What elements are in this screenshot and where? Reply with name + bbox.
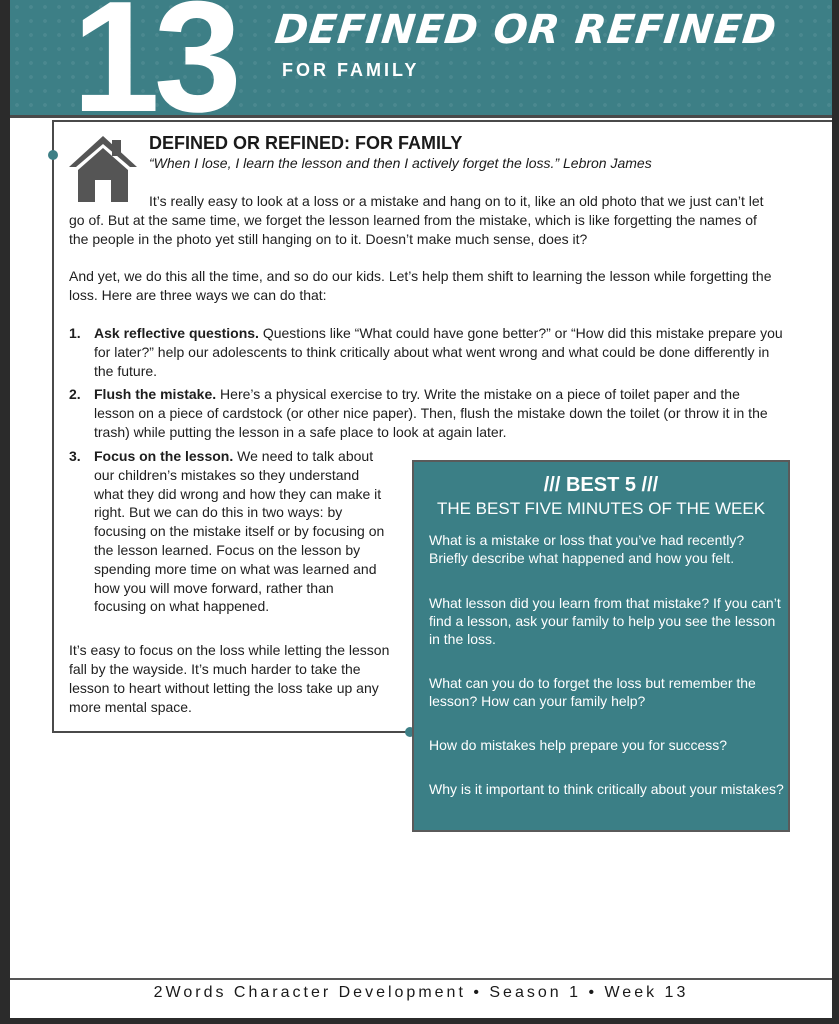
best5-question: How do mistakes help prepare you for success? <box>429 737 728 753</box>
best5-question: What is a mistake or loss that you’ve had recently? Briefly describe what happened and how you felt. <box>429 532 745 566</box>
best5-question: Why is it important to think critically about your mistakes? <box>429 781 784 797</box>
footer-divider <box>10 978 832 980</box>
list-number: 2. <box>69 386 81 402</box>
list-text: Questions like “What could have gone better?” or “How did this mistake prepare you for later?” help our adolescents to think critically about what went wrong and what could be done differently in the future. <box>94 325 783 379</box>
list-item <box>69 324 784 381</box>
tips-list <box>69 324 784 446</box>
best5-question: What can you do to forget the loss but remember the lesson? How can your family help? <box>429 675 756 709</box>
quote: “When I lose, I learn the lesson and then I actively forget the loss.” Lebron James <box>149 155 652 171</box>
footer-text: 2Words Character Development • Season 1 • Week 13 <box>153 984 689 1001</box>
intro-paragraph <box>69 192 774 249</box>
best5-box <box>412 460 790 832</box>
list-heading: Flush the mistake. <box>94 386 217 402</box>
section-title: DEFINED OR REFINED: FOR FAMILY <box>149 133 463 153</box>
frame-dot <box>48 150 58 160</box>
header-title: DEFINED OR REFINED <box>272 7 780 53</box>
list-number: 3. <box>69 448 81 464</box>
list-text: Here’s a physical exercise to try. Write the mistake on a piece of toilet paper and the lesson on a piece of cardstock (or other nice paper). Then, flush the mistake down the toilet (or throw it in the trash) while putting the lesson in a safe place to look at again later. <box>94 386 768 440</box>
frame-bottom-line <box>52 731 412 733</box>
best5-title: /// BEST 5 /// <box>543 474 659 496</box>
list-heading: Ask reflective questions. <box>94 325 259 341</box>
frame-left-line <box>52 120 54 733</box>
best5-question: What lesson did you learn from that mistake? If you can’t find a lesson, ask your family to help you see the lesson in the loss. <box>429 595 781 647</box>
list-item <box>69 385 784 442</box>
week-number: 13 <box>72 0 236 118</box>
list-text: We need to talk about our children’s mistakes so they understand what they did wrong and how they can make it right. But we can do this in two ways: by focusing on the mistake itself or by focusing on the lesson learned. Focus on the lesson by spending more time on what was learned and how you will move forward, rather than focusing on what happened. <box>94 448 385 615</box>
best5-subtitle: THE BEST FIVE MINUTES OF THE WEEK <box>436 499 766 518</box>
frame-top-line <box>52 120 832 122</box>
closing-paragraph: It’s easy to focus on the loss while letting the lesson fall by the wayside. It’s much harder to take the lesson to heart without letting the loss take up any more mental space. <box>69 642 390 715</box>
lead-paragraph: And yet, we do this all the time, and so do our kids. Let’s help them shift to learning the lesson while forgetting the loss. Here are three ways we can do that: <box>69 268 772 303</box>
list-heading: Focus on the lesson. <box>94 448 234 464</box>
intro-paragraph-text: It’s really easy to look at a loss or a mistake and hang on to it, like an old photo that we just can’t let go of. But at the same time, we forget the lesson learned from the mistake, which is like forgetting the names of the people in the photo yet still hanging on to it. Doesn’t make much sense, does it? <box>69 193 764 247</box>
list-item <box>69 447 389 616</box>
list-number: 1. <box>69 325 81 341</box>
header-subtitle: FOR FAMILY <box>282 60 420 80</box>
header-banner <box>10 0 832 118</box>
